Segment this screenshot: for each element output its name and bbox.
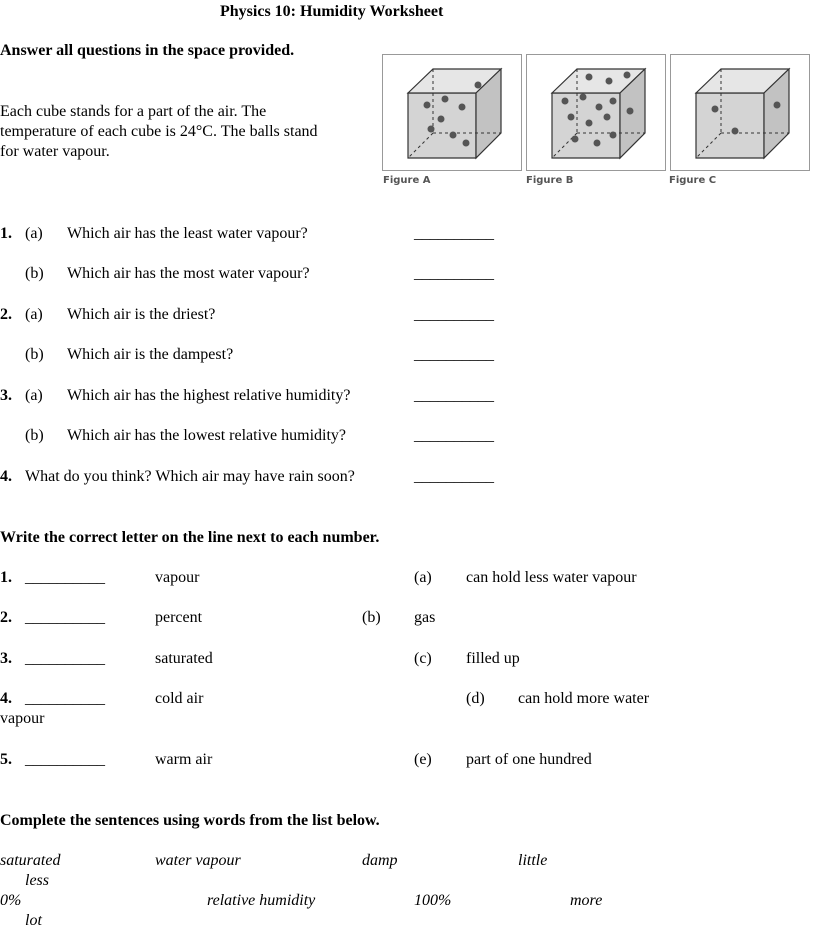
word-bank-item: water vapour: [155, 852, 241, 869]
question-text: Which air is the dampest?: [67, 346, 234, 363]
matching-term: percent: [155, 609, 203, 626]
matching-definition: filled up: [466, 650, 520, 667]
matching-blank[interactable]: __________: [25, 751, 105, 768]
matching-definition: part of one hundred: [466, 751, 592, 768]
intro-line-2: temperature of each cube is 24°C. The balls stand: [0, 123, 318, 140]
matching-definition: can hold more water: [518, 690, 650, 707]
matching-term: cold air: [155, 690, 204, 707]
question-part: (b): [25, 265, 44, 282]
figure-c-label: Figure C: [669, 175, 717, 186]
answer-blank[interactable]: __________: [414, 265, 494, 282]
question-number: 4.: [0, 468, 12, 485]
question-text: Which air has the highest relative humidity?: [67, 387, 351, 404]
matching-term: warm air: [155, 751, 213, 768]
matching-number: 3.: [0, 650, 12, 667]
question-part: (b): [25, 346, 44, 363]
intro-line-1: Each cube stands for a part of the air. The: [0, 103, 267, 120]
figure-a-cube: [382, 54, 522, 171]
matching-term: saturated: [155, 650, 213, 667]
matching-term: vapour: [155, 569, 200, 586]
answer-blank[interactable]: __________: [414, 346, 494, 363]
question-text: What do you think? Which air may have rain soon?: [25, 468, 355, 485]
matching-blank[interactable]: __________: [25, 569, 105, 586]
matching-letter: (a): [414, 569, 432, 586]
matching-heading: Write the correct letter on the line next to each number.: [0, 529, 380, 546]
answer-blank[interactable]: __________: [414, 225, 494, 242]
question-part: (a): [25, 306, 43, 323]
figure-b-cube: [526, 54, 666, 171]
word-bank-item: saturated: [0, 852, 61, 869]
matching-letter: (e): [414, 751, 432, 768]
matching-blank[interactable]: __________: [25, 650, 105, 667]
matching-definition: gas: [414, 609, 436, 626]
question-part: (b): [25, 427, 44, 444]
figure-a-label: Figure A: [383, 175, 431, 186]
question-number: 2.: [0, 306, 12, 323]
word-bank-item: more: [570, 892, 603, 909]
matching-letter: (b): [362, 609, 381, 626]
question-text: Which air has the lowest relative humidity?: [67, 427, 347, 444]
word-bank-item: lot: [25, 912, 42, 929]
matching-letter: (d): [466, 690, 485, 707]
matching-number: 4.: [0, 690, 12, 707]
matching-definition-wrap: vapour: [0, 710, 45, 727]
matching-letter: (c): [414, 650, 432, 667]
question-part: (a): [25, 387, 43, 404]
word-bank-item: 0%: [0, 892, 22, 909]
matching-blank[interactable]: __________: [25, 690, 105, 707]
intro-line-3: for water vapour.: [0, 143, 110, 160]
instructions: Answer all questions in the space provided.: [0, 42, 295, 59]
answer-blank[interactable]: __________: [414, 306, 494, 323]
question-part: (a): [25, 225, 43, 242]
question-text: Which air is the driest?: [67, 306, 216, 323]
question-number: 3.: [0, 387, 12, 404]
matching-definition: can hold less water vapour: [466, 569, 637, 586]
figure-c-cube: [670, 54, 810, 171]
matching-number: 1.: [0, 569, 12, 586]
question-number: 1.: [0, 225, 12, 242]
answer-blank[interactable]: __________: [414, 427, 494, 444]
answer-blank[interactable]: __________: [414, 387, 494, 404]
answer-blank[interactable]: __________: [414, 468, 494, 485]
word-bank-item: 100%: [414, 892, 452, 909]
word-bank-item: damp: [362, 852, 398, 869]
matching-number: 5.: [0, 751, 12, 768]
word-bank-item: relative humidity: [207, 892, 316, 909]
completion-heading: Complete the sentences using words from the list below.: [0, 812, 380, 829]
figure-b-label: Figure B: [526, 175, 574, 186]
matching-blank[interactable]: __________: [25, 609, 105, 626]
word-bank-item: little: [518, 852, 548, 869]
word-bank-item: less: [25, 872, 49, 889]
question-text: Which air has the least water vapour?: [67, 225, 308, 242]
question-text: Which air has the most water vapour?: [67, 265, 310, 282]
page-title: Physics 10: Humidity Worksheet: [220, 3, 444, 20]
matching-number: 2.: [0, 609, 12, 626]
